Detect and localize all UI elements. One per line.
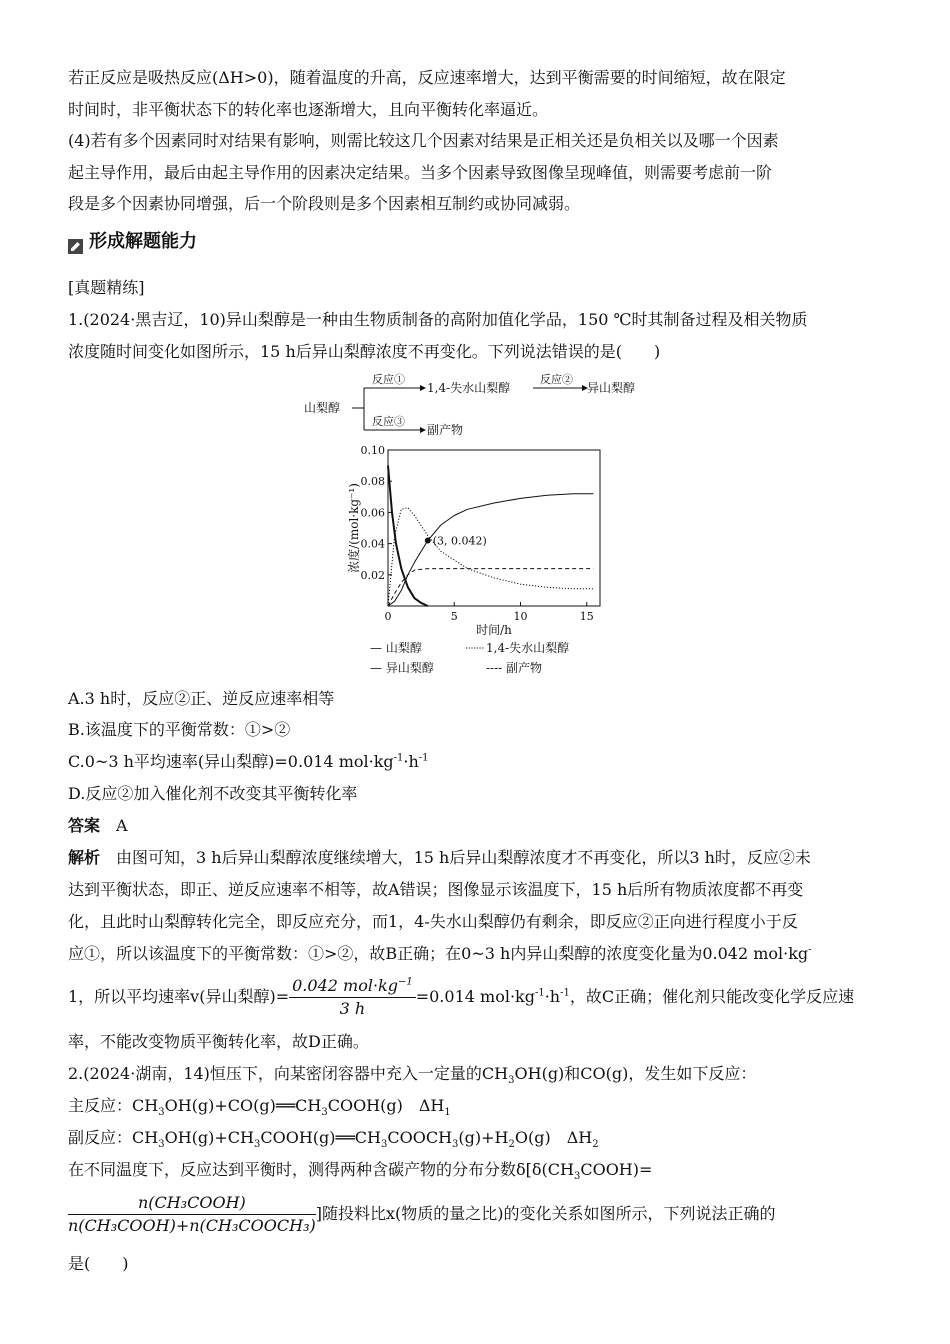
x-tick-label: 10: [513, 610, 528, 623]
pencil-square-icon: [68, 235, 83, 250]
analysis-line-5: 1，所以平均速率v(异山梨醇)= $\frac{0.042 mol\cdot kg^{-1}}{3 h}$ =0.014 $mol\cdot kg^{-1}\cdot h^{-1}$，故C正确；催化剂只能改变化学反应速: [68, 976, 855, 1018]
legend-item-2: — 异山梨醇: [370, 661, 434, 675]
q1-stem-line-2: 浓度随时间变化如图所示，15 h后异山梨醇浓度不再变化。下列说法错误的是( ): [68, 342, 661, 361]
subheading: [真题精练]: [68, 278, 145, 297]
section-heading-text: 形成解题能力: [89, 231, 197, 252]
annotation-point: [425, 537, 431, 543]
scheme-p3: 副产物: [427, 423, 464, 437]
para4-line-1: (4)若有多个因素同时对结果有影响，则需比较这几个因素对结果是正相关还是负相关以及哪一个因素: [68, 131, 779, 150]
legend: [370, 640, 569, 675]
scheme-p1: 1,4-失水山梨醇: [427, 381, 511, 395]
series-line-2: [388, 494, 593, 606]
series-line-0: [388, 466, 428, 606]
analysis-line-3: 化，且此时山梨醇转化完全，即反应充分，而1，4-失水山梨醇仍有剩余，即反应②正向进行程度小于反: [68, 912, 798, 931]
analysis-line-4: 应①，所以该温度下的平衡常数：①>②，故B正确；在0~3 h内异山梨醇的浓度变化量为0.042 mol·kg-: [68, 944, 812, 963]
x-tick-label: 5: [450, 610, 458, 623]
q2-side-reaction: 副反应：$CH_3OH(g)+CH_3COOH(g)══CH_3COOCH_3(g)+H_2O(g)$ $\Delta H_2$: [68, 1128, 599, 1151]
q1-figure: [300, 368, 636, 688]
y-tick-label: 0.10: [360, 444, 385, 457]
analysis-line-2: 达到平衡状态，即正、逆反应速率不相等，故A错误；图像显示该温度下，15 h后所有物质浓度都不再变: [68, 880, 804, 899]
legend-item-0: — 山梨醇: [370, 641, 422, 655]
para4-line-2: 起主导作用，最后由起主导作用的因素决定结果。当多个因素导致图像呈现峰值，则需要考虑前一阶: [68, 163, 773, 182]
scheme-r3: 反应③: [372, 415, 405, 428]
option-b: B.该温度下的平衡常数：①>②: [68, 720, 291, 739]
x-tick-label: 15: [579, 610, 594, 623]
rate-fraction: $\frac{0.042 mol\cdot kg^{-1}}{3 h}$: [289, 975, 416, 1020]
section-heading: [68, 228, 197, 256]
option-c: C.0~3 h平均速率(异山梨醇)=0.014 $mol\cdot kg^{-1}\cdot h^{-1}$: [68, 752, 429, 771]
y-tick-label: 0.02: [360, 568, 385, 582]
scheme-p2: 异山梨醇: [587, 381, 636, 395]
q2-distribution-line: 在不同温度下，反应达到平衡时，测得两种含碳产物的分布分数$\delta[\delta(CH_3COOH)=$: [68, 1160, 653, 1183]
y-tick-label: 0.06: [360, 506, 385, 520]
option-a: A.3 h时，反应②正、逆反应速率相等: [68, 689, 335, 708]
q2-last-line: 是( ): [68, 1254, 129, 1273]
q1-answer: 答案 A: [68, 816, 128, 835]
para4-line-3: 段是多个因素协同增强，后一个阶段则是多个因素相互制约或协同减弱。: [68, 194, 581, 213]
plot-frame: [388, 450, 600, 606]
x-axis-label: 时间/h: [476, 623, 512, 637]
q1-stem-line-1: 1.(2024·黑吉辽，10)异山梨醇是一种由生物质制备的高附加值化学品，150 ℃时其制备过程及相关物质: [68, 310, 808, 329]
legend-item-1: 1,4-失水山梨醇: [486, 641, 570, 655]
q2-fraction-line: $\frac{\text{n(CH₃COOH)}}{\text{n(CH₃COOH)+n(CH₃COOCH₃)}}$ ]随投料比x(物质的量之比)的变化关系如图所示，下列说法正确的: [68, 1193, 776, 1235]
analysis-line-1: 解析 由图可知，3 h后异山梨醇浓度继续增大，15 h后异山梨醇浓度才不再变化，所以3 h时，反应②未: [68, 848, 811, 867]
q2-stem: 2.(2024·湖南，14)恒压下，向某密闭容器中充入一定量的$CH_3OH(g)$和CO(g)，发生如下反应：: [68, 1064, 757, 1087]
scheme-r1: 反应①: [372, 373, 405, 386]
legend-item-3: ---- 副产物: [486, 661, 543, 675]
option-d: D.反应②加入催化剂不改变其平衡转化率: [68, 784, 358, 803]
x-tick-label: 0: [384, 610, 392, 623]
annotation-label: (3, 0.042): [432, 534, 487, 548]
intro-line-2: 时间时，非平衡状态下的转化率也逐渐增大，且向平衡转化率逼近。: [68, 100, 549, 119]
y-tick-label: 0.04: [360, 537, 385, 551]
q1-figure-svg: [300, 368, 636, 688]
series-line-1: [388, 508, 593, 606]
q2-main-reaction: 主反应：$CH_3OH(g)+CO(g)══CH_3COOH(g)$ $\Delta H_1$: [68, 1096, 451, 1119]
delta-fraction: $\frac{\text{n(CH₃COOH)}}{\text{n(CH₃COOH)+n(CH₃COOCH₃)}}$: [68, 1193, 316, 1235]
scheme-start: 山梨醇: [304, 401, 341, 415]
intro-line-1: 若正反应是吸热反应(ΔH>0)，随着温度的升高，反应速率增大，达到平衡需要的时间缩短，故在限定: [68, 68, 786, 87]
y-tick-label: 0.08: [360, 475, 385, 489]
analysis-line-6: 率，不能改变物质平衡转化率，故D正确。: [68, 1032, 369, 1051]
y-axis-label: 浓度/(mol·kg⁻¹): [347, 483, 361, 573]
scheme-r2: 反应②: [540, 373, 573, 386]
